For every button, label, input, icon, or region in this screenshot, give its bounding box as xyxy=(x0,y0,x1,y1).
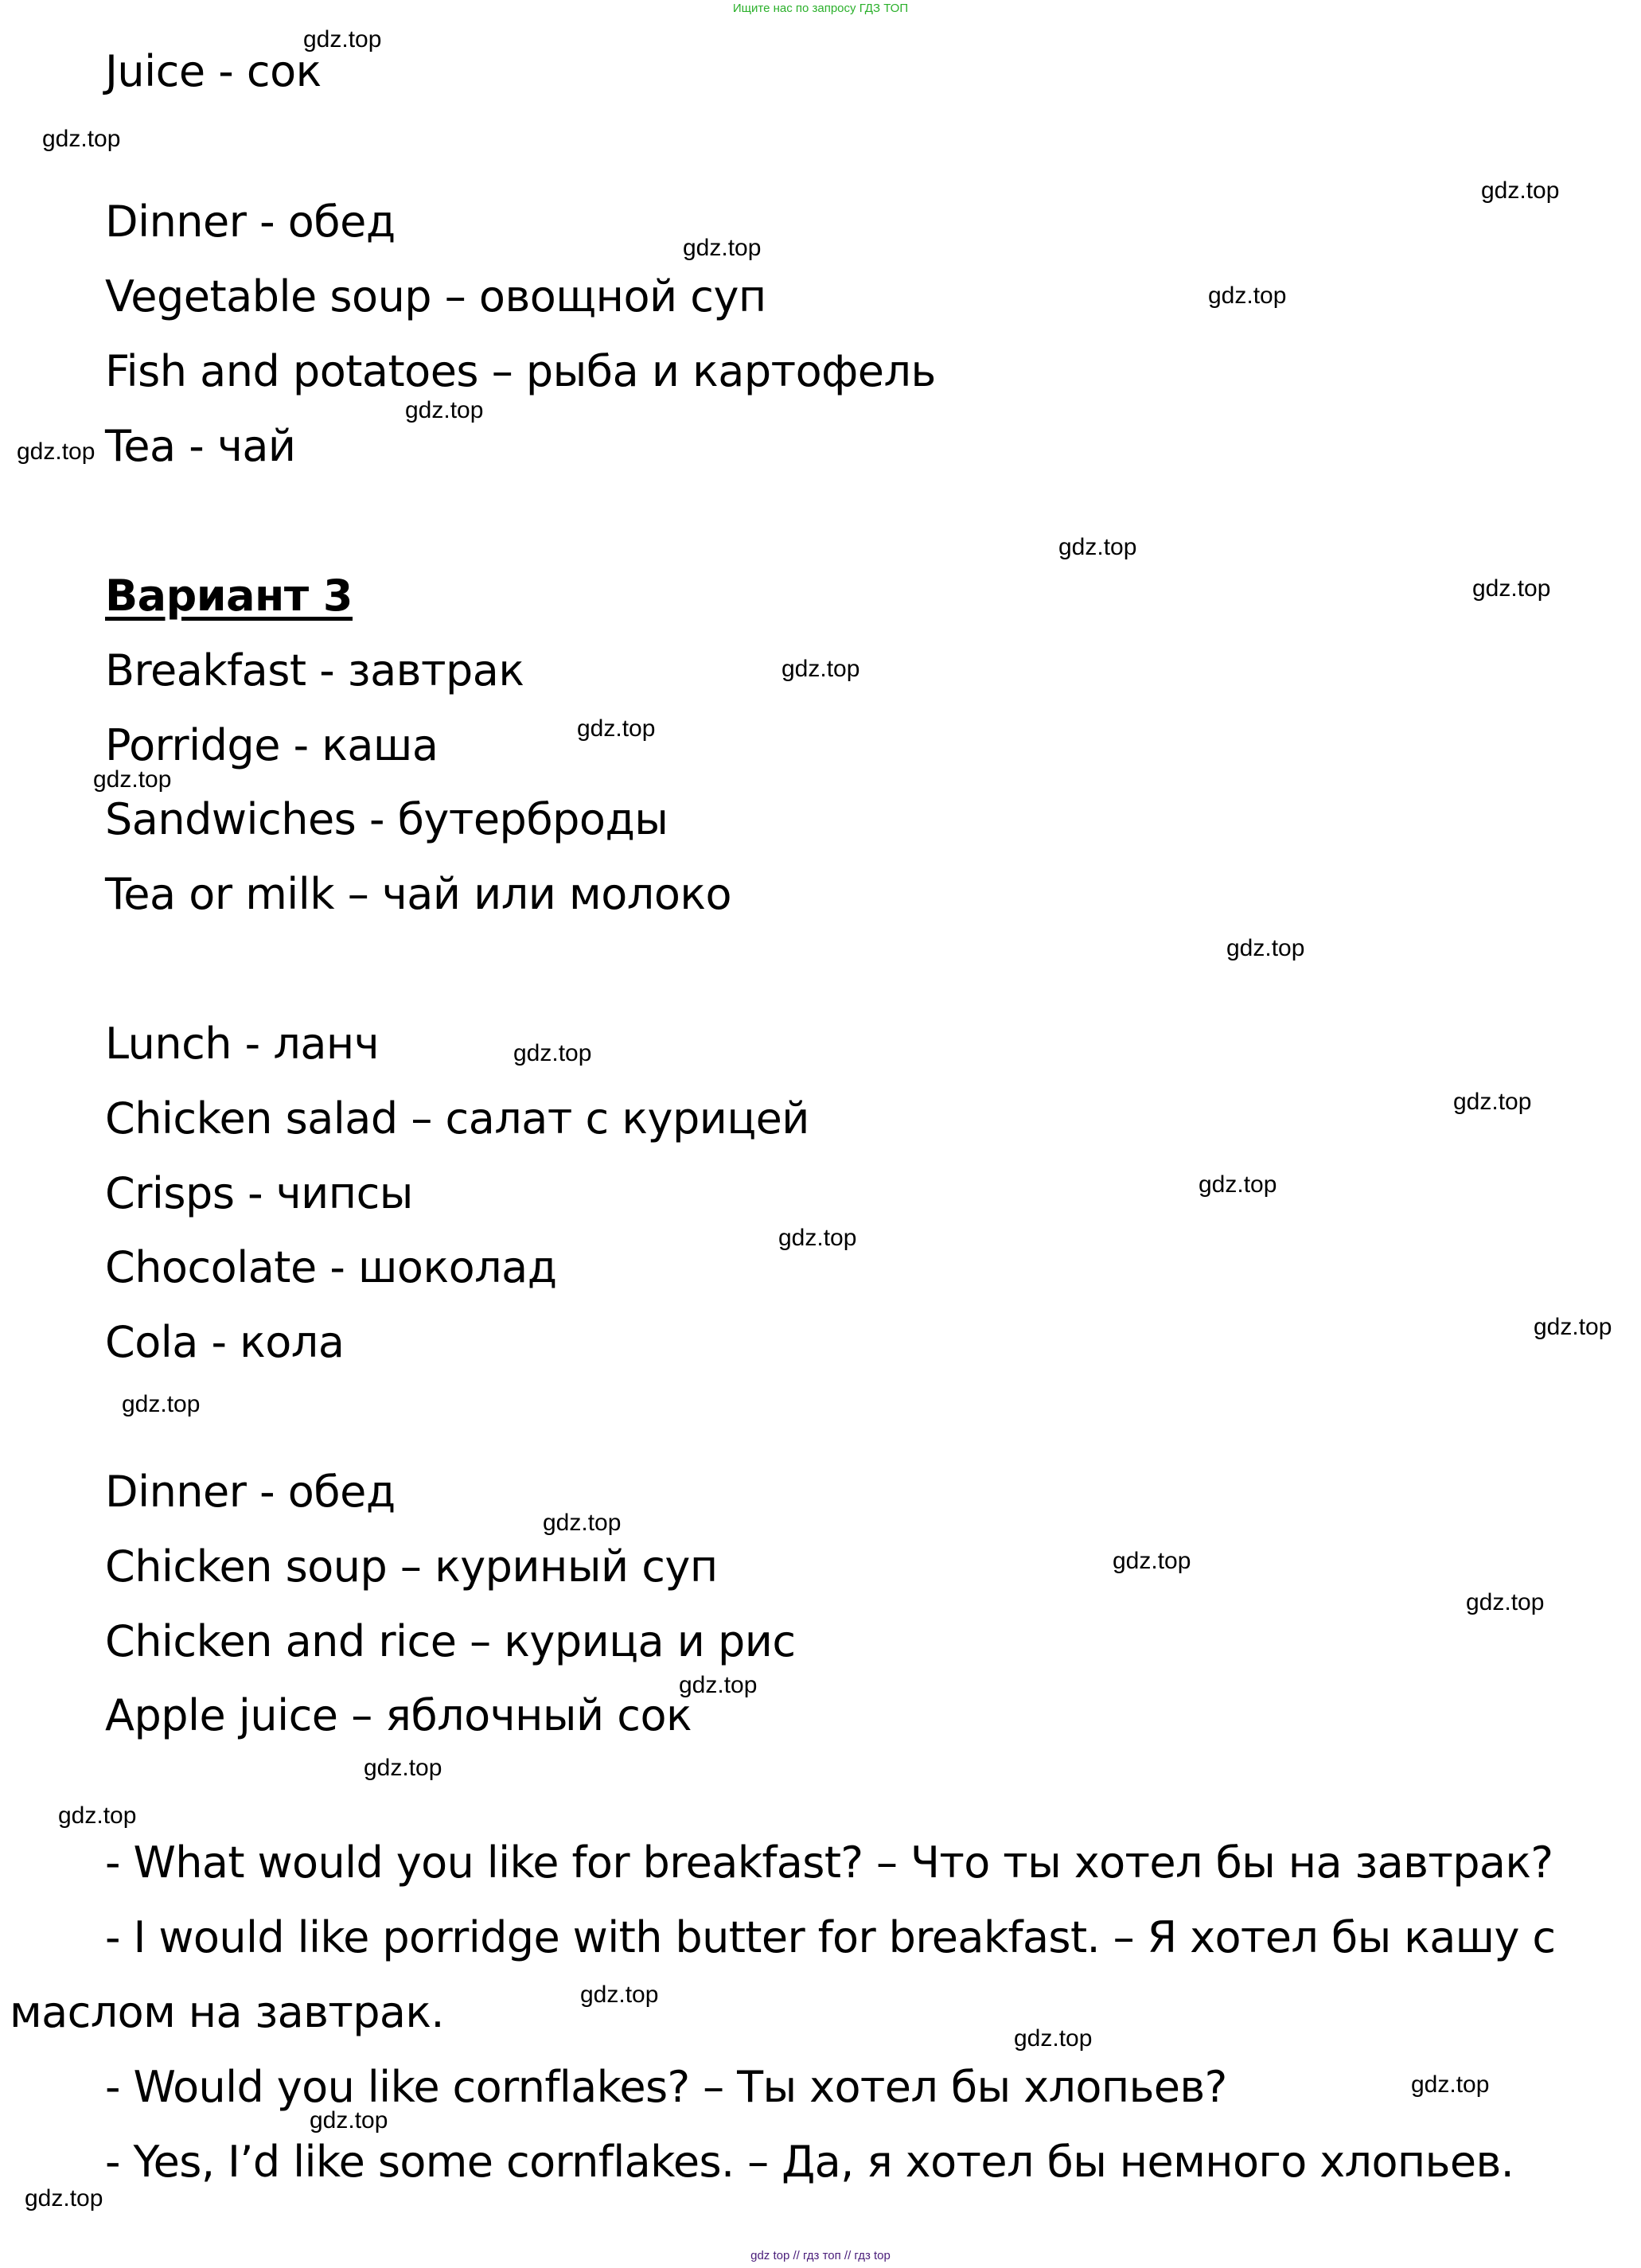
menu-item: Chicken salad – салат с курицей xyxy=(105,1093,809,1144)
watermark: gdz.top xyxy=(679,1672,758,1698)
menu-item: Lunch - ланч xyxy=(105,1019,380,1069)
watermark: gdz.top xyxy=(1208,283,1287,309)
dialogue-line: - Would you like cornflakes? – Ты хотел бы хлопьев? xyxy=(105,2062,1227,2112)
menu-item: Dinner - обед xyxy=(105,197,396,247)
watermark: gdz.top xyxy=(577,715,656,742)
menu-item: Sandwiches - бутерброды xyxy=(105,794,668,844)
dialogue xyxy=(10,1826,1625,2200)
menu-item: Chicken soup – куриный суп xyxy=(105,1541,718,1592)
menu-item: Porridge - каша xyxy=(105,720,439,770)
menu-item: Chicken and rice – курица и рис xyxy=(105,1616,796,1666)
watermark: gdz.top xyxy=(1199,1171,1277,1198)
dialogue-line: - I would like porridge with butter for breakfast. – Я хотел бы кашу с маслом на завтрак. xyxy=(10,1912,1556,2037)
watermark: gdz.top xyxy=(1466,1589,1545,1615)
watermark: gdz.top xyxy=(513,1040,592,1066)
watermark: gdz.top xyxy=(1058,534,1137,560)
menu-item: Juice - сок xyxy=(105,46,322,96)
menu-item: Chocolate - шоколад xyxy=(105,1242,557,1292)
menu-item: Breakfast - завтрак xyxy=(105,645,524,696)
watermark: gdz.top xyxy=(1453,1089,1532,1115)
menu-item: Vegetable soup – овощной суп xyxy=(105,271,766,321)
watermark: gdz.top xyxy=(1014,2025,1093,2052)
watermark: gdz.top xyxy=(1226,935,1305,961)
watermark: gdz.top xyxy=(364,1755,442,1781)
watermark: gdz.top xyxy=(1411,2071,1490,2098)
dialogue-line: - What would you like for breakfast? – Что ты хотел бы на завтрак? xyxy=(105,1837,1553,1888)
menu-item: Tea - чай xyxy=(105,421,296,471)
watermark: gdz.top xyxy=(782,656,860,682)
watermark: gdz.top xyxy=(1534,1314,1612,1340)
menu-item: Dinner - обед xyxy=(105,1467,396,1517)
variant-heading: Вариант 3 xyxy=(105,571,353,621)
watermark: gdz.top xyxy=(1472,575,1551,602)
menu-item: Fish and potatoes – рыба и картофель xyxy=(105,346,936,396)
watermark: gdz.top xyxy=(778,1225,857,1251)
watermark: gdz.top xyxy=(25,2185,103,2211)
top-banner: Ищите нас по запросу ГДЗ ТОП xyxy=(732,2,909,15)
watermark: gdz.top xyxy=(580,1982,659,2008)
bottom-banner: gdz top // гдз топ // гдз top xyxy=(750,2249,891,2262)
watermark: gdz.top xyxy=(310,2107,388,2134)
watermark: gdz.top xyxy=(303,26,382,53)
menu-item: Cola - кола xyxy=(105,1317,345,1367)
watermark: gdz.top xyxy=(58,1802,137,1829)
watermark: gdz.top xyxy=(1113,1548,1191,1574)
watermark: gdz.top xyxy=(122,1391,201,1417)
watermark: gdz.top xyxy=(93,766,172,793)
watermark: gdz.top xyxy=(42,126,121,152)
watermark: gdz.top xyxy=(543,1510,622,1536)
menu-item: Crisps - чипсы xyxy=(105,1168,413,1218)
watermark: gdz.top xyxy=(683,235,762,261)
menu-item: Apple juice – яблочный сок xyxy=(105,1690,692,1740)
watermark: gdz.top xyxy=(1481,177,1560,204)
watermark: gdz.top xyxy=(17,438,95,465)
dialogue-line: - Yes, I’d like some cornflakes. – Да, я хотел бы немного хлопьев. xyxy=(105,2137,1514,2187)
watermark: gdz.top xyxy=(405,397,484,423)
menu-item: Tea or milk – чай или молоко xyxy=(105,869,732,919)
